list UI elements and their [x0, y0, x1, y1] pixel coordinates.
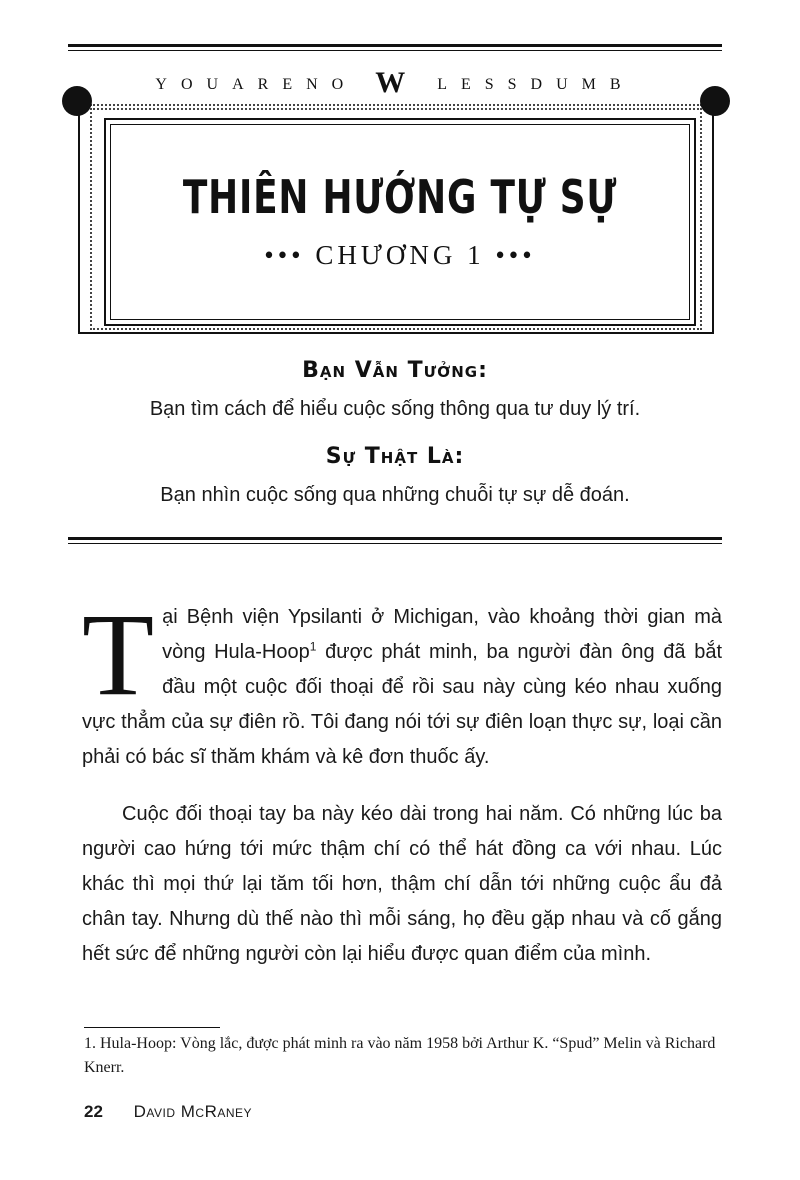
body-text	[82, 589, 723, 972]
paragraph-1	[82, 589, 723, 775]
running-head-before: YOUARENO	[155, 76, 358, 93]
paragraph-2: Cuộc đối thoại tay ba này kéo dài trong hai năm. Có những lúc ba người cao hứng tới mức thậm chí có thể hát đồng ca với nhau. Lúc khác thì mọi thứ lại tăm tối hơn, thậm chí dẫn tới những cuộc ẩu đả chân tay. Nhưng dù thế nào thì mỗi sáng, họ đều gặp nhau và cố gắng hết sức để những người còn lại hiểu được quan điểm của mình.	[82, 803, 722, 965]
section-double-rule	[68, 537, 722, 544]
page-footer	[84, 1102, 252, 1122]
page-number: 22	[84, 1102, 103, 1121]
truth-text: Bạn nhìn cuộc sống qua những chuỗi tự sự dễ đoán.	[160, 484, 630, 506]
footnote-marker[interactable]: 1	[309, 639, 317, 654]
footnote: 1. Hula-Hoop: Vòng lắc, được phát minh ra vào năm 1958 bởi Arthur K. “Spud” Melin và Richard Knerr.	[84, 1035, 716, 1076]
paragraph-1-part-b: được phát minh, ba người đàn ông đã bắt đầu một cuộc đối thoại để rồi sau này cùng kéo nhau xuống vực thẳm của sự điên rồ. Tôi đang nói tới sự điên loạn thực sự, loại cần phải có bác sĩ thăm khám và kê đơn thuốc ấy.	[82, 641, 723, 768]
chapter-number: ••• CHƯƠNG 1 •••	[264, 240, 536, 270]
drop-cap: T	[82, 589, 155, 720]
footer-author: David McRaney	[133, 1102, 253, 1121]
running-head-after: LESSDUMB	[437, 76, 635, 93]
running-head-big-letter: W	[375, 66, 420, 99]
frame-knob-left	[62, 86, 92, 116]
paragraph-1-part-a: ại Bệnh viện Ypsilanti ở Michigan, vào khoảng thời gian mà vòng Hula-Hoop	[162, 606, 722, 663]
frame-knob-right	[700, 86, 730, 116]
chapter-title: THIÊN HƯỚNG TỰ SỰ	[182, 170, 618, 224]
running-head	[68, 66, 722, 100]
belief-text: Bạn tìm cách để hiểu cuộc sống thông qua tư duy lý trí.	[149, 398, 641, 420]
truth-heading: Sự Thật Là:	[325, 444, 465, 469]
footnote-rule	[84, 1027, 220, 1028]
top-double-rule	[68, 44, 722, 51]
belief-heading: Bạn Vẫn Tưởng:	[302, 358, 488, 383]
